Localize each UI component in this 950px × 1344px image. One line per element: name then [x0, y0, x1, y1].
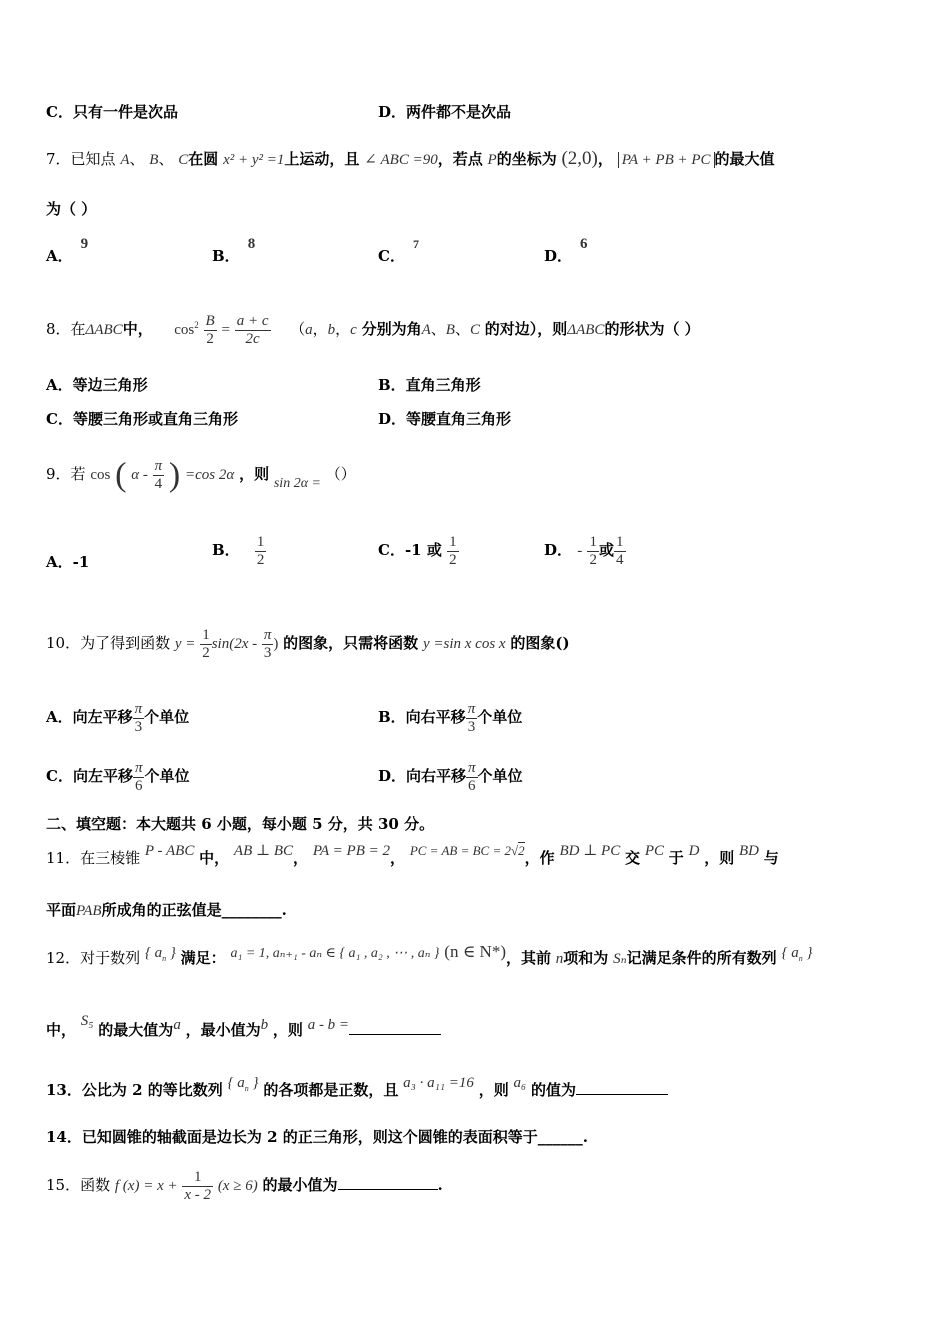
section-heading: 二、填空题：本大题共 6 小题，每小题 5 分，共 30 分。 — [46, 815, 435, 833]
q8-stem: 8．在ΔABC中， $\cos^2$ $\frac{B}{2}$ = $\frac{a + c}{2c}$ （a，b，c 分别为角A、B、C 的对边），则ΔABC的形状为（ ） — [46, 312, 700, 347]
q10-option-a: A．向左平移 $\frac{\pi}{3}$ 个单位 — [46, 700, 190, 735]
q11-stem: 11．在三棱锥 P - ABC 中， AB ⊥ BC， PA = PB = 2， PC = AB = BC = 2√2，作 BD ⊥ PC 交 PC 于 D ，则 BD 与 — [46, 843, 779, 867]
q11-stem-cont: 平面PAB所成角的正弦值是________. — [46, 901, 287, 919]
q10-stem: 10．为了得到函数 y = $\frac{1}{2}$ sin(2x - $\frac{\pi}{3}$ ) 的图象，只需将函数 y =sin x cos x 的图象() — [46, 626, 570, 661]
q6-option-c: C．只有一件是次品 — [46, 103, 178, 121]
answer-blank — [338, 1175, 438, 1190]
q7-stem: 7．已知点 A、 B、 C在圆 x² + y² =1上运动，且 ∠ ABC =90，若点 P的坐标为 (2,0)， PA + PB + PC 的最大值 — [46, 148, 775, 169]
q9-option-c: C．-1 或 $\frac{1}{2}$ — [378, 533, 457, 568]
q7-option-d: D．6 — [544, 236, 588, 265]
q7-option-b: B．8 — [212, 236, 256, 265]
q12-stem: 12．对于数列 { $a_n$ } 满足： a₁ = 1, aₙ₊₁ - aₙ ∈ { a₁ , a₂ , ⋯ , aₙ } (n ∈ N*)，其前 n项和为 Sₙ记满足条件的所有数列 { $a_n$ } — [46, 942, 813, 967]
answer-blank — [576, 1080, 668, 1095]
q8-option-a: A．等边三角形 — [46, 376, 148, 394]
q10-option-b: B．向右平移 $\frac{\pi}{3}$ 个单位 — [378, 700, 523, 735]
q8-option-b: B．直角三角形 — [378, 376, 481, 394]
q9-option-b: B． $\frac{1}{2}$ — [212, 533, 265, 568]
q15-stem: 15．函数 f (x) = x + $\frac{1}{x - 2}$ (x ≥ 6) 的最小值为 . — [46, 1168, 443, 1203]
q9-option-a: A．-1 — [46, 553, 90, 571]
q7-stem-cont: 为（ ） — [46, 200, 97, 218]
q7-option-a: A．9 — [46, 236, 89, 265]
q13-stem: 13．公比为 2 的等比数列 { $a_n$ } 的各项都是正数，且 a₃ · a₁₁ =16 ，则 a₆ 的值为 — [46, 1080, 668, 1107]
answer-blank — [349, 1020, 441, 1035]
q9-option-d: D． - $\frac{1}{2}$ 或 $\frac{1}{4}$ — [544, 533, 624, 568]
q8-option-c: C．等腰三角形或直角三角形 — [46, 410, 238, 428]
q10-option-d: D．向右平移 $\frac{\pi}{6}$ 个单位 — [378, 759, 523, 794]
q14-stem: 14．已知圆锥的轴截面是边长为 2 的正三角形，则这个圆锥的表面积等于______. — [46, 1128, 588, 1146]
q8-option-d: D．等腰直角三角形 — [378, 410, 512, 428]
q6-option-d: D．两件都不是次品 — [378, 103, 512, 121]
q7-option-c: C．$^7$ — [378, 237, 419, 265]
q9-stem: 9．若 cos ( α - $\frac{\pi}{4}$ ) =cos 2α ，则 sin 2α = （） — [46, 456, 356, 494]
q10-option-c: C．向左平移 $\frac{\pi}{6}$ 个单位 — [46, 759, 190, 794]
q12-stem-cont: 中， S₅ 的最大值为a ，最小值为b ，则 a - b = — [46, 1020, 441, 1041]
